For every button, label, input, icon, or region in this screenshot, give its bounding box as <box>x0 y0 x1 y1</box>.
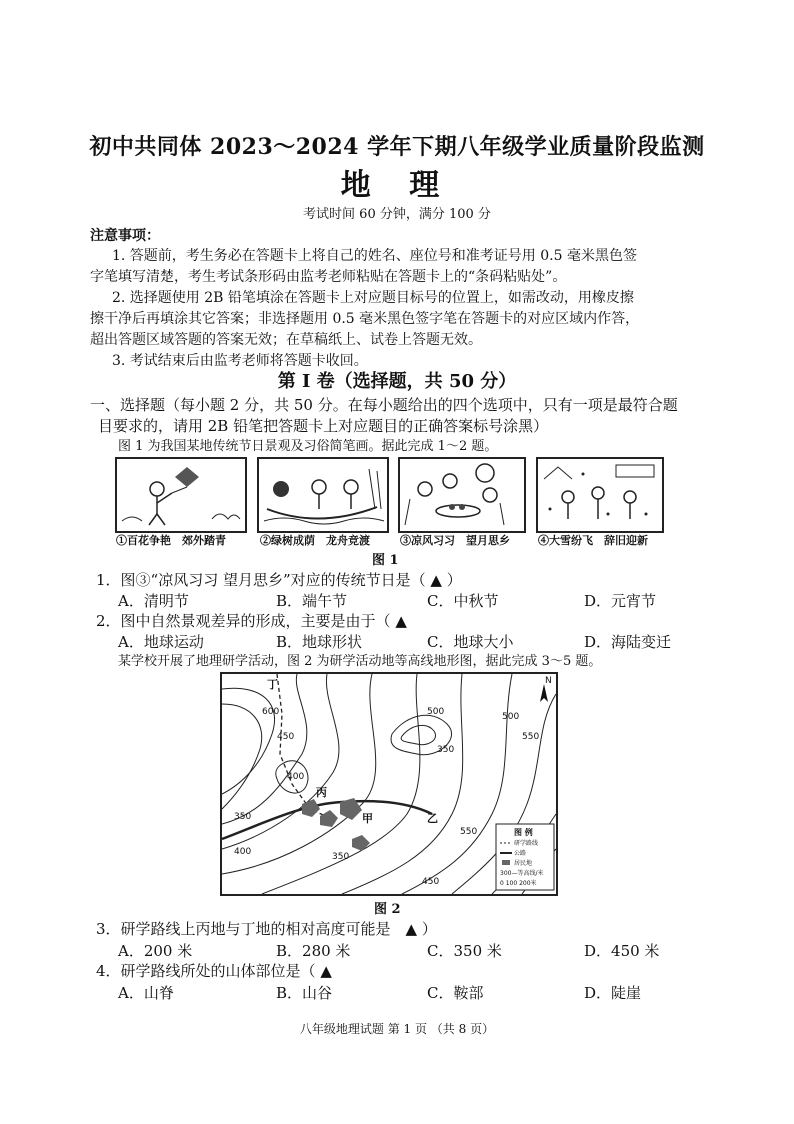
question-4-stem: 4．研学路线所处的山体部位是（ ▲ <box>96 962 332 980</box>
question-2-stem: 2．图中自然景观差异的形成，主要是由于（ ▲ <box>96 612 407 630</box>
figure1-caption-1: ①百花争艳 郊外踏青 <box>116 534 226 547</box>
section-title: 第 Ⅰ 卷（选择题，共 50 分） <box>277 371 517 392</box>
legend-road: 公路 <box>514 850 527 857</box>
legend-scale: 0 100 200米 <box>500 880 537 887</box>
contour-label: 400 <box>287 772 305 782</box>
contour-lines <box>222 674 556 894</box>
figure1-caption-4: ④大雪纷飞 辞旧迎新 <box>538 534 648 547</box>
contour-label: 350 <box>437 745 455 755</box>
section-instruction-line2: 目要求的，请用 2B 铅笔把答题卡上对应题目的正确答案标号涂黑） <box>98 417 549 435</box>
figure1-intro: 图 1 为我国某地传统节日景观及习俗简笔画。据此完成 1～2 题。 <box>118 439 498 454</box>
q1-option-b[interactable]: B．端午节 <box>276 592 348 610</box>
q2-option-c[interactable]: C．地球大小 <box>427 633 514 651</box>
q1-option-c[interactable]: C．中秋节 <box>427 592 499 610</box>
q3-option-b[interactable]: B．280 米 <box>276 942 351 960</box>
figure1-label: 图 1 <box>372 553 399 568</box>
snow-new-year-drawing <box>538 459 662 531</box>
q4-option-d[interactable]: D．陡崖 <box>584 984 642 1002</box>
q2-option-a[interactable]: A．地球运动 <box>118 633 204 651</box>
place-yi: 乙 <box>427 812 438 825</box>
contour-label: 350 <box>332 852 350 862</box>
section-instruction-line1: 一、选择题（每小题 2 分，共 50 分。在每小题给出的四个选项中，只有一项是最符合题 <box>90 396 678 414</box>
figure1-panel-1 <box>115 457 247 533</box>
page-footer: 八年级地理试题 第 1 页 （共 8 页） <box>299 1022 495 1036</box>
notice-item2-line2: 擦干净后再填涂其它答案；非选择题用 0.5 毫米黑色签字笔在答题卡的对应区域内作答， <box>90 311 640 327</box>
north-arrow-icon <box>540 676 552 702</box>
figure1-panel-2 <box>257 457 389 533</box>
legend-title: 图 例 <box>514 828 533 837</box>
contour-label: 450 <box>277 732 295 742</box>
q3-option-d[interactable]: D．450 米 <box>584 942 660 960</box>
place-bing: 丙 <box>316 786 327 799</box>
notice-item1-line1: 1. 答题前，考生务必在答题卡上将自己的姓名、座位号和准考证号用 0.5 毫米黑色签 <box>112 248 637 264</box>
figure1-caption-3: ③凉风习习 望月思乡 <box>400 534 510 547</box>
question-3-stem: 3．研学路线上丙地与丁地的相对高度可能是 ▲ ） <box>96 920 437 938</box>
exam-time: 考试时间 60 分钟，满分 100 分 <box>303 207 491 222</box>
place-ding: 丁 <box>267 678 278 691</box>
q2-option-d[interactable]: D．海陆变迁 <box>584 633 672 651</box>
q2-option-b[interactable]: B．地球形状 <box>276 633 363 651</box>
notice-item1-line2: 字笔填写清楚，考生考试条形码由监考老师粘贴在答题卡上的“条码粘贴处”。 <box>90 269 567 285</box>
contour-map <box>220 672 558 896</box>
legend-settlement: 居民地 <box>514 860 533 867</box>
figure1-caption-2: ②绿树成荫 龙舟竞渡 <box>260 534 370 547</box>
contour-label: 500 <box>427 707 445 717</box>
q4-option-b[interactable]: B．山谷 <box>276 984 333 1002</box>
notice-item3: 3. 考试结束后由监考老师将答题卡收回。 <box>112 353 368 369</box>
figure1-panel-4 <box>536 457 664 533</box>
figure1-panel-3 <box>398 457 526 533</box>
contour-label: 600 <box>262 707 280 717</box>
figure2-label: 图 2 <box>374 902 401 917</box>
dragon-boat-drawing <box>259 459 387 531</box>
q3-option-c[interactable]: C．350 米 <box>427 942 502 960</box>
spring-outing-drawing <box>117 459 245 531</box>
contour-label: 550 <box>460 827 478 837</box>
notice-item2-line1: 2. 选择题使用 2B 铅笔填涂在答题卡上对应题目标号的位置上，如需改动，用橡皮擦 <box>112 290 634 306</box>
q1-option-a[interactable]: A．清明节 <box>118 592 189 610</box>
q4-option-a[interactable]: A．山脊 <box>118 984 174 1002</box>
exam-title: 初中共同体 2023～2024 学年下期八年级学业质量阶段监测 <box>89 134 705 160</box>
q4-option-c[interactable]: C．鞍部 <box>427 984 484 1002</box>
contour-label: 400 <box>234 847 252 857</box>
question-1-stem: 1．图③“凉风习习 望月思乡”对应的传统节日是（ ▲ ） <box>96 571 462 589</box>
q3-option-a[interactable]: A．200 米 <box>118 942 193 960</box>
figure2-intro: 某学校开展了地理研学活动，图 2 为研学活动地等高线地形图，据此完成 3～5 题。 <box>118 654 602 669</box>
place-jia: 甲 <box>362 812 373 825</box>
q1-option-d[interactable]: D．元宵节 <box>584 592 657 610</box>
legend-contour: 300—等高线/米 <box>500 870 544 877</box>
map-legend <box>496 824 554 890</box>
contour-label: 500 <box>502 712 520 722</box>
contour-label: 350 <box>234 812 252 822</box>
notice-heading: 注意事项： <box>90 228 160 244</box>
subject-title: 地 理 <box>340 168 454 203</box>
moon-festival-drawing <box>400 459 524 531</box>
north-label: N <box>545 676 552 686</box>
notice-item2-line3: 超出答题区域答题的答案无效；在草稿纸上、试卷上答题无效。 <box>90 332 482 348</box>
contour-label: 450 <box>422 877 440 887</box>
legend-route: 研学路线 <box>514 840 539 847</box>
contour-label: 550 <box>522 732 540 742</box>
